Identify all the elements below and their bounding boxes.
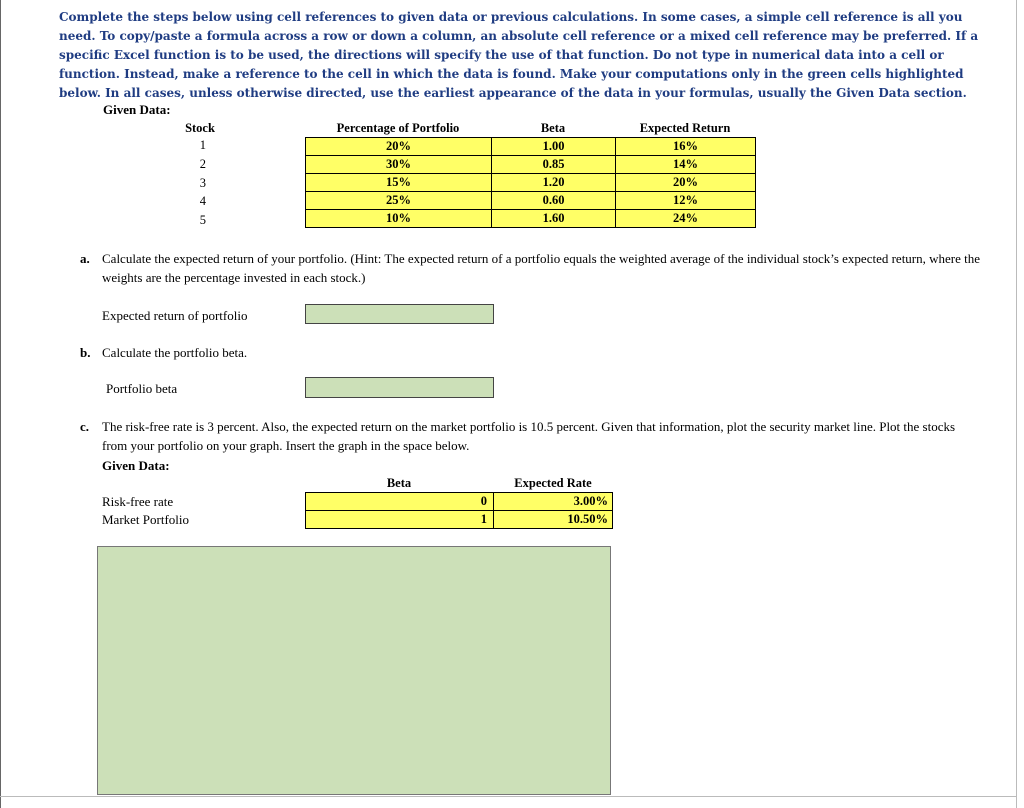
- portfolio-beta-label: Portfolio beta: [106, 381, 178, 396]
- portfolio-beta-input[interactable]: [305, 377, 494, 398]
- sheet-left-border: [0, 0, 1, 808]
- part-c-letter: c.: [80, 419, 90, 434]
- expected-return-portfolio-input[interactable]: [305, 304, 494, 324]
- market-portfolio-label: Market Portfolio: [102, 512, 190, 527]
- beta-cell[interactable]: 1.20: [491, 173, 616, 192]
- stock-number: 3: [199, 176, 206, 190]
- part-b-question: Calculate the portfolio beta.: [102, 345, 248, 360]
- part-c-question: The risk-free rate is 3 percent. Also, the expected return on the market portfolio is 10.5 percent. Given that information, plot the security market line. Plot the stocks from your portfolio on your graph. Insert the graph in the space below.: [102, 419, 956, 453]
- beta-cell[interactable]: 0.85: [491, 155, 616, 174]
- instructions-text: Complete the steps below using cell references to given data or previous calculations. In some cases, a simple cell reference is all you need. To copy/paste a formula across a row or down a column, an absolute cell reference or a mixed cell reference may be preferred. If a specific Excel function is to be used, the directions will specify the use of that function. Do not type in numerical data into a cell or function. Instead, make a reference to the cell in which the data is found. Make your computations only in the green cells highlighted below. In all cases, unless otherwise directed, use the earliest appearance of the data in your formulas, usually the Given Data section.: [59, 10, 979, 100]
- market-rate-cell[interactable]: 10.50%: [493, 510, 613, 529]
- part-b-letter: b.: [80, 345, 91, 360]
- stock-number: 1: [199, 138, 206, 152]
- stock-number: 4: [199, 194, 206, 208]
- risk-free-beta-cell[interactable]: 0: [305, 492, 494, 511]
- percentage-cell[interactable]: 15%: [305, 173, 492, 192]
- percentage-cell[interactable]: 10%: [305, 209, 492, 228]
- risk-free-rate-label: Risk-free rate: [102, 494, 174, 509]
- header-beta: Beta: [540, 121, 566, 135]
- percentage-cell[interactable]: 25%: [305, 191, 492, 210]
- risk-free-rate-cell[interactable]: 3.00%: [493, 492, 613, 511]
- percentage-cell[interactable]: 30%: [305, 155, 492, 174]
- expected-return-cell[interactable]: 16%: [615, 137, 756, 156]
- header-expected-return: Expected Return: [639, 121, 731, 135]
- beta-cell[interactable]: 1.00: [491, 137, 616, 156]
- header-percentage: Percentage of Portfolio: [336, 121, 460, 135]
- sheet-right-border: [1016, 0, 1017, 808]
- expected-return-cell[interactable]: 12%: [615, 191, 756, 210]
- beta-cell[interactable]: 0.60: [491, 191, 616, 210]
- expected-return-portfolio-label: Expected return of portfolio: [102, 308, 248, 323]
- beta-cell[interactable]: 1.60: [491, 209, 616, 228]
- stock-number: 5: [199, 213, 206, 227]
- given-data-label: Given Data:: [103, 102, 171, 117]
- market-beta-cell[interactable]: 1: [305, 510, 494, 529]
- percentage-cell[interactable]: 20%: [305, 137, 492, 156]
- given-data-label-c: Given Data:: [102, 458, 170, 473]
- header-expected-rate: Expected Rate: [514, 476, 592, 490]
- header-beta-c: Beta: [386, 476, 412, 490]
- expected-return-cell[interactable]: 20%: [615, 173, 756, 192]
- header-stock: Stock: [185, 121, 215, 135]
- sheet-bottom-border: [0, 796, 1017, 797]
- stock-number: 2: [199, 157, 206, 171]
- graph-placeholder-area[interactable]: [97, 546, 611, 795]
- part-a-letter: a.: [80, 251, 90, 266]
- expected-return-cell[interactable]: 24%: [615, 209, 756, 228]
- part-a-question: Calculate the expected return of your portfolio. (Hint: The expected return of a portfolio equals the weighted average of the individual stock’s expected return, where the weights are the percentage invested in each stock.): [102, 251, 981, 285]
- expected-return-cell[interactable]: 14%: [615, 155, 756, 174]
